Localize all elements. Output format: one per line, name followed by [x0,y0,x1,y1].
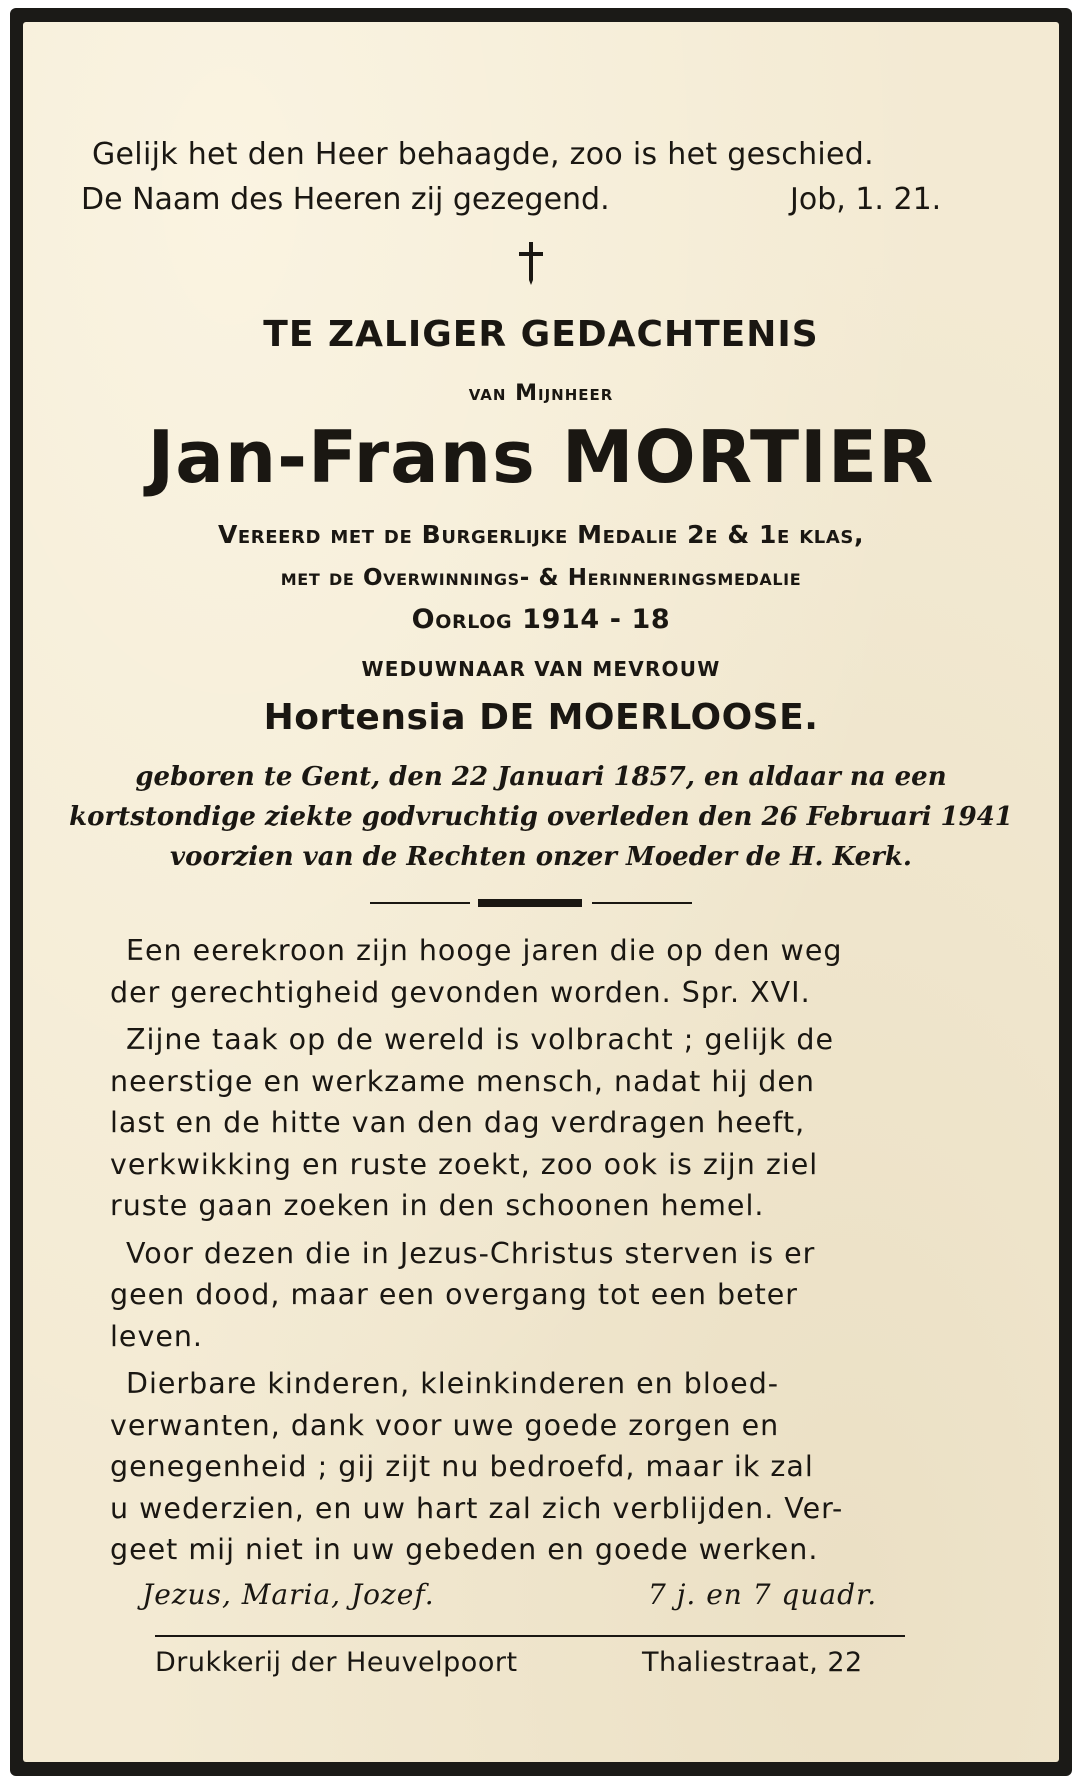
verse-line: verkwikking en ruste zoekt, zoo ook is zijn ziel [110,1147,819,1181]
verse-line: geen dood, maar een overgang tot een beter [110,1278,799,1311]
verse-line: Een eerekroon zijn hooge jaren die op den weg [126,934,843,967]
birth-line: geboren te Gent, den 22 Januari 1857, en aldaar na een [135,762,947,792]
spouse-name: Hortensia DE MOERLOOSE. [263,697,819,738]
memorial-title: TE ZALIGER GEDACHTENIS [263,314,819,355]
verse-paragraph [110,930,970,1013]
indulgence-note: 7 j. en 7 quadr. [648,1578,878,1611]
verse-line: der gerechtigheid gevonden worden. Spr. XVI. [110,975,811,1009]
closing-prayer: Jezus, Maria, Jozef. [142,1578,435,1611]
verse-line: u wederzien, en uw hart zal zich verblijden. Ver- [110,1491,844,1525]
verse-line: ruste gaan zoeken in den schoonen hemel. [110,1189,765,1222]
verse-block [110,930,970,1571]
verse-line: leven. [110,1319,203,1353]
footer-rule [155,1635,905,1637]
scripture-line-1: Gelijk het den Heer behaagde, zoo is het geschied. [92,137,874,172]
death-line: kortstondige ziekte godvruchtig overleden den 26 Februari 1941 [69,802,1013,832]
honours-line-3: Oorlog 1914 - 18 [411,604,671,635]
verse-line: Dierbare kinderen, kleinkinderen en bloed- [126,1367,780,1400]
verse-paragraph [110,1019,970,1227]
verse-line: last en de hitte van den dag verdragen heeft, [110,1106,806,1139]
sacraments-line: voorzien van de Rechten onzer Moeder de H. Kerk. [170,842,912,872]
spouse-label: WEDUWNAAR VAN MEVROUW [361,657,721,681]
printer-name: Drukkerij der Heuvelpoort [155,1647,518,1678]
honorific: van Mijnheer [468,381,614,406]
verse-line: genegenheid ; gij zijt nu bedroefd, maar ik zal [110,1450,814,1483]
scripture-reference: Job, 1. 21. [790,182,942,217]
deceased-name: Jan-Frans MORTIER [147,415,935,499]
printer-address: Thaliestraat, 22 [642,1647,863,1678]
divider-right [592,902,692,904]
honours-line-2: met de Overwinnings- & Herinneringsmedalie [280,565,802,591]
verse-line: neerstige en werkzame mensch, nadat hij den [110,1064,815,1098]
verse-line: Zijne taak op de wereld is volbracht ; gelijk de [126,1023,835,1056]
divider-center [478,899,582,907]
divider-left [370,902,470,904]
verse-line: verwanten, dank voor uwe goede zorgen en [110,1408,780,1442]
verse-line: geet mij niet in uw gebeden en goede werken. [110,1533,819,1566]
verse-line: Voor dezen die in Jezus-Christus sterven is er [126,1236,816,1270]
scripture-line-2: De Naam des Heeren zij gezegend. [81,182,610,217]
honours-line-1: Vereerd met de Burgerlijke Medalie 2e & 1e klas, [217,520,865,549]
verse-paragraph [110,1233,970,1358]
cross-icon [516,240,546,286]
verse-paragraph [110,1363,970,1571]
